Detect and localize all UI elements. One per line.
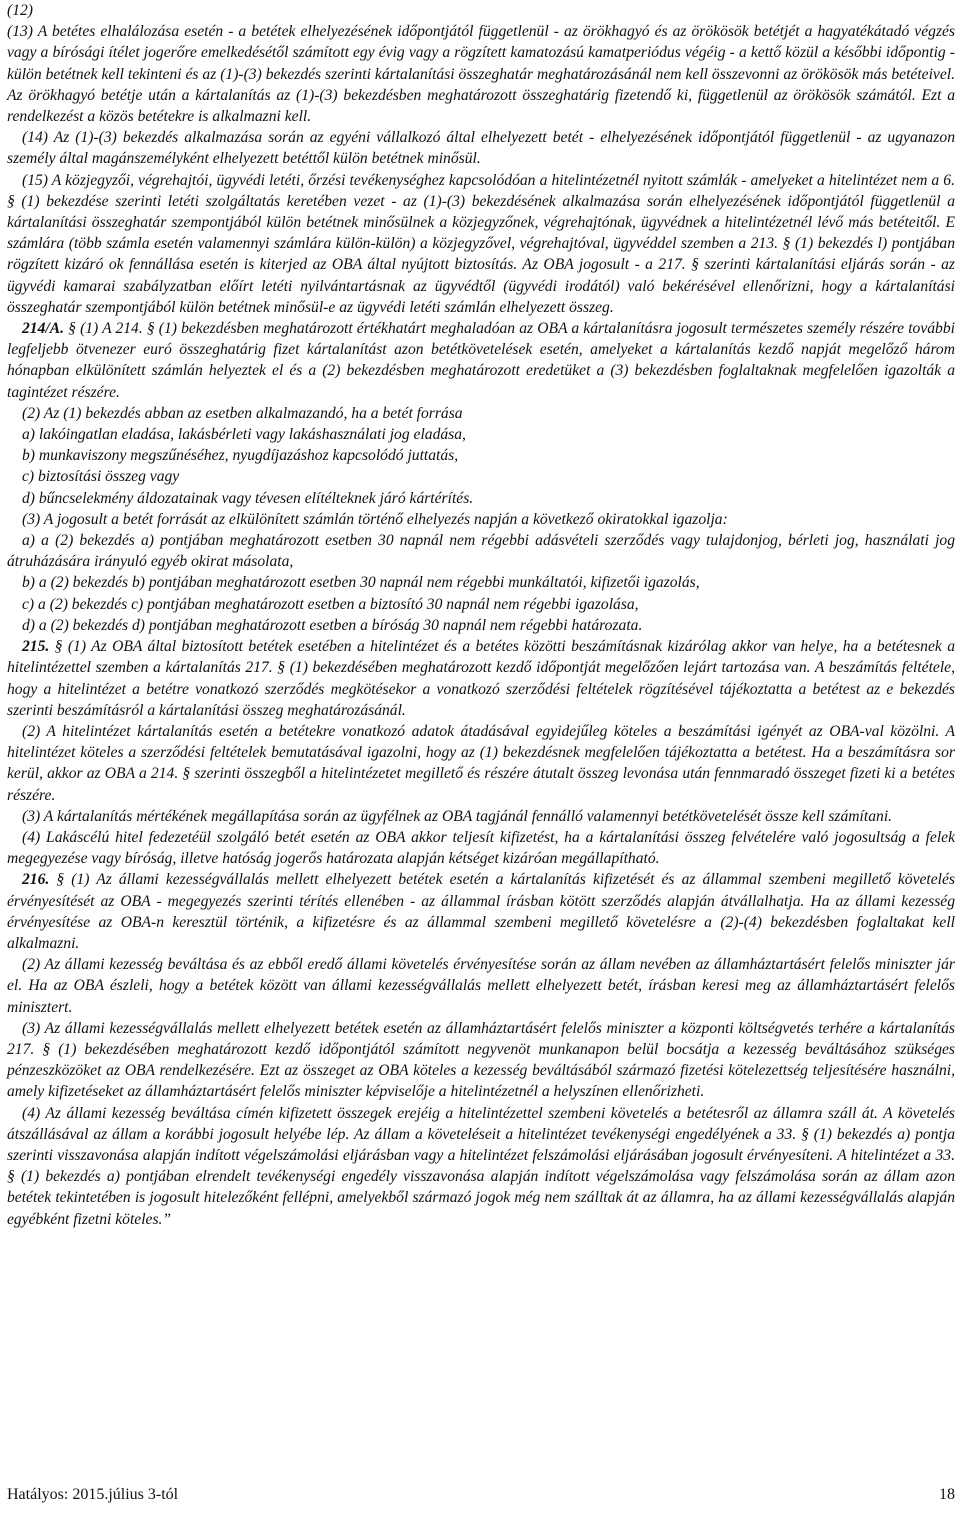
section-215-para-3: (3) A kártalanítás mértékének megállapítása során az ügyfélnek az OBA tagjánál fennálló valamennyi betétkövetelését össze kell számítani. xyxy=(22,807,893,825)
section-214a-point-2c: c) biztosítási összeg vagy xyxy=(22,468,180,486)
section-text: § (1) Az OBA által biztosított betétek esetében a hitelintézet és a betétes közötti beszámításnak kizárólag akkor van helye, ha a betétesnek a hitelintézettel szemben a kártalanítás 217. § (1) bekezdésében meghatározott kezdő időpontját megelőzően lejárt tartozása van. A beszámítás feltétele, hogy a hitelintézet a betétre vonatkozó szerződés megkötésekor a vonatkozó szerződési feltételek rögzítésével tájékoztatta a betétest az e bekezdés szerinti beszámításról a kártalanítási összeg meghatározásánál. xyxy=(7,638,955,719)
section-number: 214/A. xyxy=(22,320,65,338)
paragraph-12: (12) xyxy=(7,2,33,19)
page-number: 18 xyxy=(939,1486,955,1503)
section-number: 216. xyxy=(22,871,50,889)
section-215-para-4: (4) Lakáscélú hitel fedezetéül szolgáló betét esetén az OBA akkor teljesít kifizetést, ha a kártalanítási összeg felvételére való jogosultság a felek megegyezése vagy bíróság, illetve hatóság jogerős határozata alapján kétséget kizáróan megállapítható. xyxy=(7,828,955,868)
section-216-para-2: (2) Az állami kezesség beváltása és az ebből eredő állami követelés érvényesítése során az állam nevében az államháztartásért felelős miniszter jár el. Ha az OBA észleli, hogy a betétek között van állami kezességvállalás mellett elhelyezett betét, írásban keresi meg az államháztartásért felelős minisztert. xyxy=(7,956,955,1016)
section-215 xyxy=(7,636,955,721)
section-214a-point-3c: c) a (2) bekezdés c) pontjában meghatározott esetben a biztosító 30 napnál nem régebbi igazolása, xyxy=(22,595,639,613)
section-214a-point-2b: b) munkaviszony megszűnéséhez, nyugdíjazáshoz kapcsolódó juttatás, xyxy=(22,447,459,465)
section-214a-point-3a: a) a (2) bekezdés a) pontjában meghatározott esetben 30 napnál nem régebbi adásvételi szerződés vagy tulajdonjog, bérleti jog, használati jog átruházására irányuló egyéb okirat másolata, xyxy=(7,532,955,571)
page-footer xyxy=(7,1486,955,1504)
section-text: § (1) A 214. § (1) bekezdésben meghatározott értékhatárt meghaladóan az OBA a kártalanításra jogosult természetes személy részére további legfeljebb ötvenezer euró összeghatárig fizet kártalanítást azon betétkövetelések esetén, amelyeket a kártalanítás kezdő napját megelőző három hónapban elkülönített számlán helyeztek el és a (2) bekezdésben meghatározott eredetüket a (3) bekezdésben foglaltaknak megfelelően igazolták a tagintézet részére. xyxy=(7,320,955,401)
section-214a-point-2d: d) bűncselekmény áldozatainak vagy tévesen elítélteknek járó kártérítés. xyxy=(22,489,474,507)
section-214a-para-2: (2) Az (1) bekezdés abban az esetben alkalmazandó, ha a betét forrása xyxy=(22,404,463,422)
section-number: 215. xyxy=(22,638,50,656)
section-text: § (1) Az állami kezességvállalás mellett elhelyezett betétek esetén a kártalanítás kifizetését és az állammal szembeni megillető követelés érvényesítését az OBA - megegyezés szerinti térítés ellenében - az állammal írásban kötött szerződés alapján átvállalhatja. Ha az állami kezesség érvényesítése az OBA-n keresztül történik, a kifizetésre és az állammal szembeni megillető követelésre a (2)-(4) bekezdésben foglaltakat kell alkalmazni. xyxy=(7,871,955,952)
section-216-para-4: (4) Az állami kezesség beváltása címén kifizetett összegek erejéig a hitelintézettel szembeni követelés a betétesről az államra száll át. A követelés átszállásával az állam a korábbi jogosult helyébe lép. Az állam a követeléseit a hitelintézet tevékenységi engedélyének a 33. § (1) bekezdés a) pontja szerinti visszavonása alapján indított végelszámolási eljárásban vagy a hitelintézet felszámolási eljárásában jogosult érvényesíteni. A hitelintézet a 33. § (1) bekezdés a) pontjában elrendelt tevékenységi engedély visszavonása alapján indított végelszámolása vagy felszámolása során az állam azon betétek tekintetében is jogosult hitelezőként fellépni, amelyekből származó jogok még nem szálltak át az államra, ha az állami kezességvállalás alapján egyébként fizetni köteles.” xyxy=(7,1104,955,1228)
section-214a-point-2a: a) lakóingatlan eladása, lakásbérleti vagy lakáshasználati jog eladása, xyxy=(22,426,466,444)
section-214a xyxy=(7,318,955,403)
section-214a-para-3: (3) A jogosult a betét forrását az elkülönített számlán történő elhelyezés napján a következő okiratokkal igazolja: xyxy=(22,510,728,528)
section-216 xyxy=(7,869,955,954)
section-214a-point-3d: d) a (2) bekezdés d) pontjában meghatározott esetben a bíróság 30 napnál nem régebbi határozata. xyxy=(22,616,643,634)
paragraph-14: (14) Az (1)-(3) bekezdés alkalmazása során az egyéni vállalkozó által elhelyezett betét - elhelyezésének időpontjától függetlenül - az ugyanazon személy által magánszemélyként elhelyezett betéttől külön betétnek minősül. xyxy=(7,129,955,168)
section-216-para-3: (3) Az állami kezességvállalás mellett elhelyezett betétek esetén az államháztartásért felelős miniszter a központi költségvetés terhére a kártalanítás 217. § (1) bekezdésében meghatározott kezdő időpontjától számított negyvenöt munkanapon belül bocsátja a kezesség beváltásához szükséges pénzeszközöket az OBA rendelkezésére. Ezt az összeget az OBA köteles a kezesség beváltásából származó fizetési kötelezettség teljesítésére használni, amely kifizetéseket az államháztartásért felelős miniszter képviselője a hitelintézetnél a helyszínen ellenőrizheti. xyxy=(7,1019,955,1101)
document-body xyxy=(7,0,955,1230)
paragraph-15: (15) A közjegyzői, végrehajtói, ügyvédi letéti, őrzési tevékenységhez kapcsolódóan a hitelintézetnél nyitott számlák - amelyeket a hitelintézet nem a 6. § (1) bekezdése szerinti letéti szolgáltatás keretében vezet - az (1)-(3) bekezdésének alkalmazása során elhelyezésének időpontjától függetlenül a kártalanítási összeghatár szempontjából külön betétnek minősülnek a közjegyzőnek, végrehajtónak, ügyvédnek a hitelintézetnél lévő más betéteitől. E számlára (több számla esetén valamennyi számlára külön-külön) a közjegyzővel, végrehajtóval, ügyvéddel szemben a 213. § (1) bekezdés l) pontjában rögzített kizáró ok fennállása esetén is kiterjed az OBA által nyújtott biztosítás. Az OBA jogosult - a 217. § szerinti kártalanítási eljárás során - az ügyvédi kamarai szabályzatban előírt letéti nyilvántartásnak az ügyvédtől (ügyvédi irodától) való bekérésével ellenőrizni, hogy a kártalanítási összeghatár szempontjából külön betétnek minősül-e az ügyvédi letéti számlán elhelyezett összeg. xyxy=(7,171,955,316)
section-215-para-2: (2) A hitelintézet kártalanítás esetén a betétekre vonatkozó adatok átadásával egyidejűleg köteles a beszámítási igényét az OBA-val közölni. A hitelintézet köteles a szerződési feltételek bemutatásával igazolni, hogy az (1) bekezdésnek megfelelően tájékoztatta a betétest. Ha a beszámításra sor kerül, akkor az OBA a 214. § szerinti összegből a hitelintézetet megillető és részére átutalt összeg levonása után fennmaradó összeget fizeti ki a betétes részére. xyxy=(7,722,955,804)
paragraph-13: (13) A betétes elhalálozása esetén - a betétek elhelyezésének időpontjától függetlenül - az örökhagyó és az örökösök betétjét a hagyatékátadó végzés vagy a bírósági ítélet jogerőre emelkedésétől számított egy évig vagy a rögzített kamatozású kamatperiódus végéig - a kettő közül a későbbi időpontig - külön betétnek kell tekinteni és az (1)-(3) bekezdés szerinti kártalanítási összeghatár meghatározásánál nem kell összevonni az örökösök más betéteivel. Az örökhagyó betétje után a kártalanítás az (1)-(3) bekezdésben meghatározott összeghatárig fizetendő ki, függetlenül az örökösök számától. Ezt a rendelkezést a közös betétekre is alkalmazni kell. xyxy=(7,23,955,126)
effective-date: Hatályos: 2015.július 3-tól xyxy=(7,1486,179,1503)
section-214a-point-3b: b) a (2) bekezdés b) pontjában meghatározott esetben 30 napnál nem régebbi munkáltatói, kifizetői igazolás, xyxy=(22,574,700,592)
